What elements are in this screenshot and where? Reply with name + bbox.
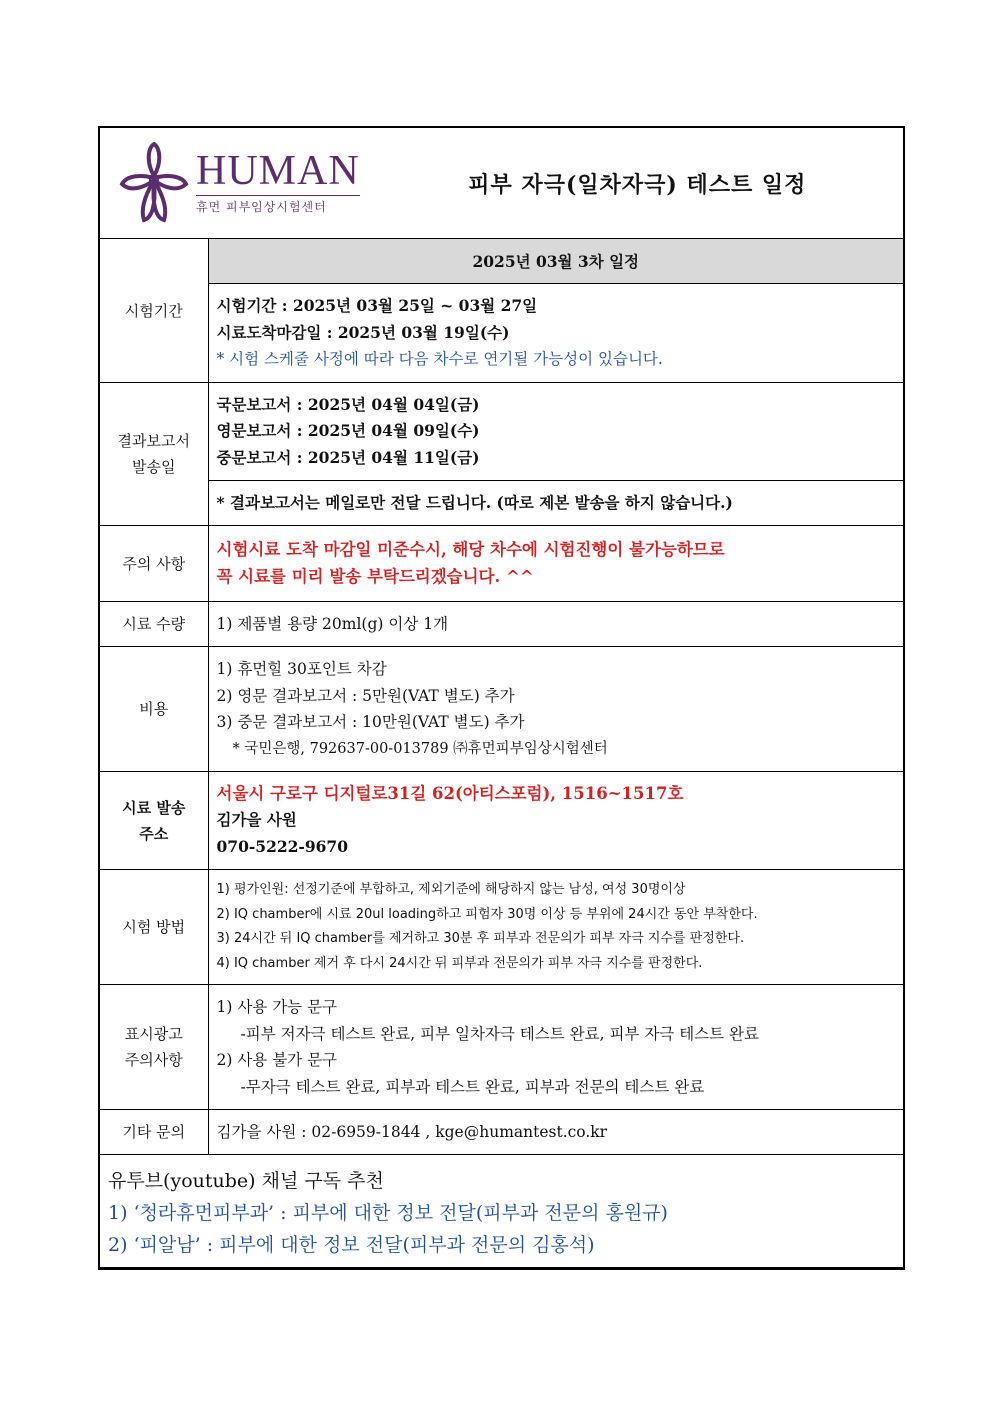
report-label-line: 결과보고서 xyxy=(117,432,190,450)
quantity-row xyxy=(100,602,903,647)
bank-account: * 국민은행, 792637-00-013789 ㈜휴먼피부임상시험센터 xyxy=(232,740,608,757)
caution-line: 시험시료 도착 마감일 미준수시, 해당 차수에 시험진행이 불가능하므로 xyxy=(216,540,725,559)
address-label-line: 주소 xyxy=(139,824,169,843)
contact-label: 기타 문의 xyxy=(100,1110,208,1155)
advert-line: 1) 사용 가능 문구 xyxy=(216,998,338,1016)
period-label: 시험기간 xyxy=(100,239,208,383)
period-note: * 시험 스케줄 사정에 따라 다음 차수로 연기될 가능성이 있습니다. xyxy=(216,350,663,369)
cost-label: 비용 xyxy=(100,647,208,772)
logo-name: HUMAN xyxy=(196,148,360,194)
page-title: 피부 자극(일차자극) 테스트 일정 xyxy=(468,171,807,198)
address-label-line: 시료 발송 xyxy=(122,798,186,817)
report-note-row xyxy=(100,481,903,526)
cost-line: 2) 영문 결과보고서 : 5만원(VAT 별도) 추가 xyxy=(216,686,515,705)
shipping-address: 서울시 구로구 디지털로31길 62(아티스포럼), 1516~1517호 xyxy=(216,783,684,803)
cost-line: 1) 휴먼힐 30포인트 차감 xyxy=(216,660,387,678)
advert-line: -무자극 테스트 완료, 피부과 테스트 완료, 피부과 전문의 테스트 완료 xyxy=(240,1077,705,1096)
youtube-heading: 유투브(youtube) 채널 구독 추천 xyxy=(108,1170,384,1192)
caution-label: 주의 사항 xyxy=(100,526,208,602)
youtube-channel: 1) ‘청라휴먼피부과’ : 피부에 대한 정보 전달(피부과 전문의 홍원규) xyxy=(108,1202,668,1224)
report-note: * 결과보고서는 메일로만 전달 드립니다. (따로 제본 발송을 하지 않습니다.) xyxy=(216,492,733,512)
quantity-label: 시료 수량 xyxy=(100,602,208,647)
address-label xyxy=(100,772,208,870)
caution-line: 꼭 시료를 미리 발송 부탁드리겠습니다. ^^ xyxy=(216,566,534,586)
period-line: 시험기간 : 2025년 03월 25일 ~ 03월 27일 xyxy=(216,296,538,316)
report-line: 국문보고서 : 2025년 04월 04일(금) xyxy=(216,394,480,414)
cost-row xyxy=(100,647,903,772)
youtube-channel: 2) ‘피알남’ : 피부에 대한 정보 전달(피부과 전문의 김홍석) xyxy=(108,1234,595,1256)
method-line: 1) 평가인원: 선정기준에 부합하고, 제외기준에 해당하지 않는 남성, 여성 30명이상 xyxy=(216,882,686,897)
advert-line: -피부 저자극 테스트 완료, 피부 일차자극 테스트 완료, 피부 자극 테스트 완료 xyxy=(240,1024,759,1043)
period-head-row xyxy=(100,239,903,284)
address-row xyxy=(100,772,903,870)
advert-label-line: 표시광고 xyxy=(124,1025,183,1043)
report-label-line: 발송일 xyxy=(132,458,176,476)
youtube-row xyxy=(100,1155,903,1268)
period-line: 시료도착마감일 : 2025년 03월 19일(수) xyxy=(216,322,510,342)
method-line: 3) 24시간 뒤 IQ chamber를 제거하고 30분 후 피부과 전문의가 피부 자극 지수를 판정한다. xyxy=(216,931,745,946)
human-logo xyxy=(118,142,360,224)
schedule-table xyxy=(100,128,903,1268)
advert-row xyxy=(100,985,903,1110)
method-row xyxy=(100,870,903,985)
advert-label-line: 주의사항 xyxy=(124,1051,183,1069)
contact-phone: 070-5222-9670 xyxy=(216,836,349,856)
method-label: 시험 방법 xyxy=(100,870,208,985)
report-row xyxy=(100,383,903,481)
quantity-text: 1) 제품별 용량 20ml(g) 이상 1개 xyxy=(216,614,449,633)
method-line: 2) IQ chamber에 시료 20ul loading하고 피험자 30명 이상 등 부위에 24시간 동안 부착한다. xyxy=(216,906,758,922)
schedule-heading: 2025년 03월 3차 일정 xyxy=(208,239,903,284)
method-line: 4) IQ chamber 제거 후 다시 24시간 뒤 피부과 전문의가 피부 자극 지수를 판정한다. xyxy=(216,955,703,971)
cost-line: 3) 중문 결과보고서 : 10만원(VAT 별도) 추가 xyxy=(216,713,525,731)
contact-row xyxy=(100,1110,903,1155)
contact-text: 김가을 사원 : 02-6959-1844 , kge@humantest.co.kr xyxy=(216,1122,608,1141)
svg-text:H: H xyxy=(146,171,162,193)
report-line: 중문보고서 : 2025년 04월 11일(금) xyxy=(216,447,480,467)
advert-label xyxy=(100,985,208,1110)
report-line: 영문보고서 : 2025년 04월 09일(수) xyxy=(216,421,480,441)
contact-person: 김가을 사원 xyxy=(216,810,297,830)
caution-row xyxy=(100,526,903,602)
flower-logo-icon xyxy=(118,142,190,224)
period-body-row xyxy=(100,284,903,383)
schedule-document xyxy=(98,126,905,1270)
header-row xyxy=(100,128,903,239)
logo-subtitle: 휴먼 피부임상시험센터 xyxy=(196,195,360,215)
report-label xyxy=(100,383,208,526)
advert-line: 2) 사용 불가 문구 xyxy=(216,1051,338,1069)
